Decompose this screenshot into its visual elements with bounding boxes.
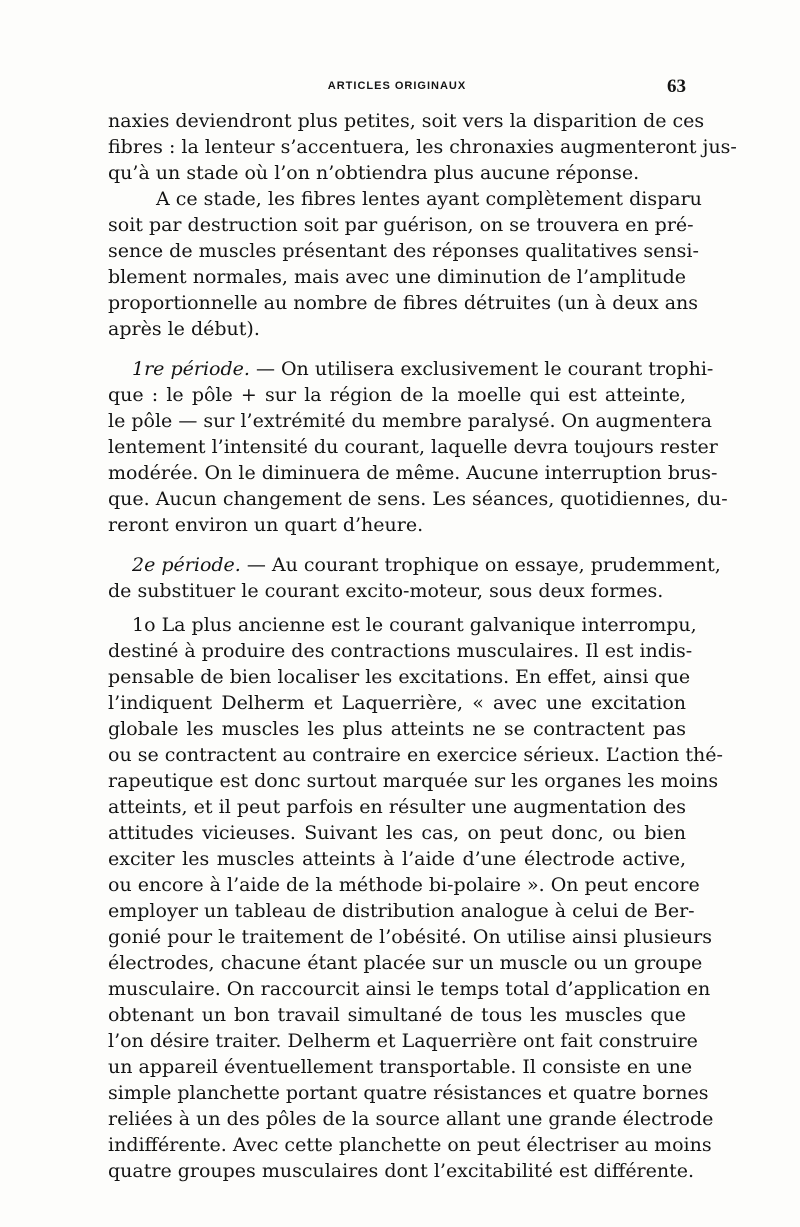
text-line: lentement l’intensité du courant, laquelle devra toujours rester: [108, 436, 718, 458]
period-label: 2e période.: [132, 554, 241, 576]
text-line: après le début).: [108, 318, 260, 340]
text-line: soit par destruction soit par guérison, on se trouvera en pré-: [108, 214, 694, 236]
text-line: qu’à un stade où l’on n’obtiendra plus aucune réponse.: [108, 162, 640, 184]
text-line: ou encore à l’aide de la méthode bi-polaire ». On peut encore: [108, 874, 700, 896]
running-head: ARTICLES ORIGINAUX: [327, 80, 467, 92]
paragraph-1: [108, 108, 737, 186]
text-line: [108, 356, 714, 382]
text-line: pensable de bien localiser les excitations. En effet, ainsi que: [108, 666, 691, 688]
paragraph-gap: [108, 604, 686, 612]
text-line: reront environ un quart d’heure.: [108, 514, 424, 536]
paragraph-5: [108, 612, 723, 1184]
text-line: simple planchette portant quatre résistances et quatre bornes: [108, 1082, 709, 1104]
text-line: proportionnelle au nombre de fibres détruites (un à deux ans: [108, 292, 699, 314]
text-fragment: — Au courant trophique on essaye, prudemment,: [240, 554, 721, 576]
text-line: 1o La plus ancienne est le courant galvanique interrompu,: [132, 614, 697, 636]
text-line: que. Aucun changement de sens. Les séances, quotidiennes, du-: [108, 488, 728, 510]
text-line: reliées à un des pôles de la source allant une grande électrode: [108, 1108, 714, 1130]
text-line: fibres : la lenteur s’accentuera, les chronaxies augmenteront jus-: [108, 136, 737, 158]
page-number: 63: [667, 76, 686, 97]
paragraph-4: [108, 552, 721, 604]
text-line: gonié pour le traitement de l’obésité. On utilise ainsi plusieurs: [108, 926, 713, 948]
text-line: rapeutique est donc surtout marquée sur les organes les moins: [108, 770, 719, 792]
text-line: indifférente. Avec cette planchette on peut électriser au moins: [108, 1134, 712, 1156]
period-label: 1re période.: [132, 358, 250, 380]
text-line: attitudes vicieuses. Suivant les cas, on peut donc, ou bien: [108, 822, 686, 844]
paragraph-gap: [108, 538, 686, 552]
text-line: l’indiquent Delherm et Laquerrière, « avec une excitation: [108, 692, 686, 714]
page-body: [108, 108, 737, 1184]
text-line: [108, 552, 721, 578]
text-line: de substituer le courant excito-moteur, sous deux formes.: [108, 580, 664, 602]
paragraph-gap: [108, 342, 686, 356]
text-line: obtenant un bon travail simultané de tous les muscles que: [108, 1004, 686, 1026]
text-line: exciter les muscles atteints à l’aide d’une électrode active,: [108, 848, 686, 870]
text-line: quatre groupes musculaires dont l’excitabilité est différente.: [108, 1160, 695, 1182]
text-line: globale les muscles les plus atteints ne se contractent pas: [108, 718, 686, 740]
paragraph-2: [108, 186, 702, 342]
text-line: un appareil éventuellement transportable. Il consiste en une: [108, 1056, 693, 1078]
text-line: destiné à produire des contractions musculaires. Il est indis-: [108, 640, 693, 662]
text-line: le pôle — sur l’extrémité du membre paralysé. On augmentera: [108, 410, 712, 432]
text-line: atteints, et il peut parfois en résulter une augmentation des: [108, 796, 686, 818]
text-line: blement normales, mais avec une diminution de l’amplitude: [108, 266, 686, 288]
text-line: l’on désire traiter. Delherm et Laquerrière ont fait construire: [108, 1030, 698, 1052]
text-line: électrodes, chacune étant placée sur un muscle ou un groupe: [108, 952, 703, 974]
text-line: que : le pôle + sur la région de la moelle qui est atteinte,: [108, 384, 686, 406]
paragraph-3: [108, 356, 728, 538]
text-line: employer un tableau de distribution analogue à celui de Ber-: [108, 900, 695, 922]
text-line: musculaire. On raccourcit ainsi le temps total d’application en: [108, 978, 711, 1000]
text-line: sence de muscles présentant des réponses qualitatives sensi-: [108, 240, 699, 262]
text-line: ou se contractent au contraire en exercice sérieux. L’action thé-: [108, 744, 723, 766]
text-line: naxies deviendront plus petites, soit vers la disparition de ces: [108, 110, 705, 132]
page-header: [108, 76, 686, 100]
text-line: modérée. On le diminuera de même. Aucune interruption brus-: [108, 462, 718, 484]
text-fragment: — On utilisera exclusivement le courant trophi-: [249, 358, 714, 380]
text-line: A ce stade, les fibres lentes ayant complètement disparu: [156, 188, 702, 210]
